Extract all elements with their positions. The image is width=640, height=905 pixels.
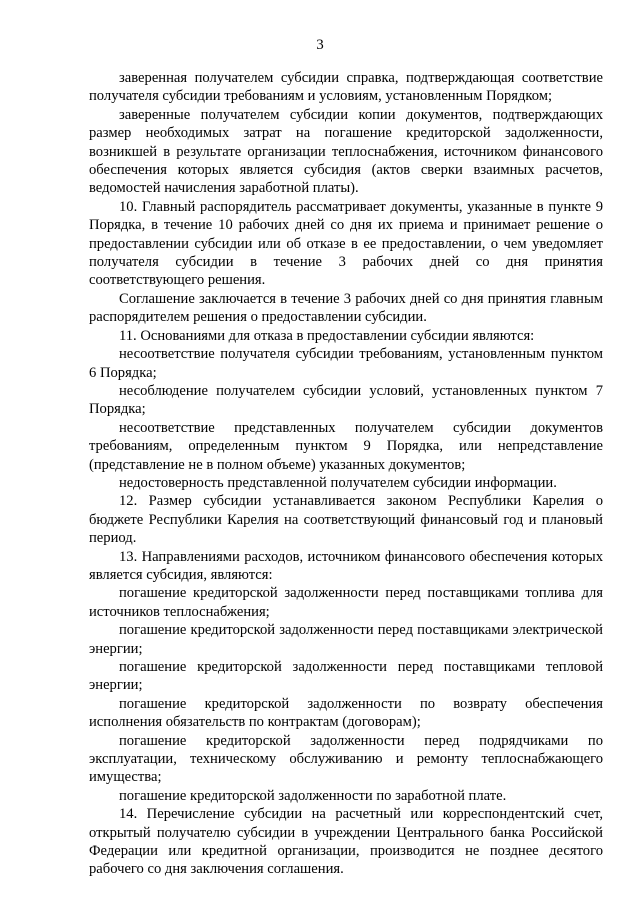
document-body — [89, 69, 603, 879]
paragraph-expense-electricity: погашение кредиторской задолженности перед поставщиками электрической энергии; — [89, 622, 603, 657]
paragraph-clause-13: 13. Направлениями расходов, источником финансового обеспечения которых является субсидия, являются: — [89, 548, 603, 583]
paragraph-clause-11: 11. Основаниями для отказа в предоставлении субсидии являются: — [119, 327, 535, 344]
paragraph-refusal-reason-4: недостоверность представленной получателем субсидии информации. — [119, 474, 557, 491]
paragraph-refusal-reason-3: несоответствие представленных получателем субсидии документов требованиям, определенным пунктом 9 Порядка, или непредставление (представление не в полном объеме) указанных документов; — [89, 419, 603, 473]
paragraph-refusal-reason-2: несоблюдение получателем субсидии условий, установленных пунктом 7 Порядка; — [89, 382, 603, 418]
paragraph-certificate: заверенная получателем субсидии справка, подтверждающая соответствие получателя субсидии требованиям и условиям, установленным Порядком; — [89, 70, 603, 105]
paragraph-clause-12: 12. Размер субсидии устанавливается законом Республики Карелия о бюджете Республики Карелия на соответствующий финансовый год и плановый период. — [89, 493, 603, 547]
paragraph-expense-contractors: погашение кредиторской задолженности перед подрядчиками по эксплуатации, техническому обслуживанию и ремонту теплоснабжающего имущества; — [89, 732, 603, 786]
paragraph-expense-fuel: погашение кредиторской задолженности перед поставщиками топлива для источников теплоснабжения; — [89, 585, 603, 620]
paragraph-agreement: Соглашение заключается в течение 3 рабочих дней со дня принятия главным распорядителем решения о предоставлении субсидии. — [89, 290, 603, 326]
paragraph-clause-10: 10. Главный распорядитель рассматривает документы, указанные в пункте 9 Порядка, в течение 10 рабочих дней со дня их приема и принимает решение о предоставлении субсидии или об отказе в ее предоставлении, о чем уведомляет получателя субсидии в течение 3 рабочих дней со дня принятия соответствующего решения. — [89, 198, 603, 289]
paragraph-clause-14: 14. Перечисление субсидии на расчетный или корреспондентский счет, открытый получателю субсидии в учреждении Центрального банка Российской Федерации или кредитной организации, производится не позднее десятого рабочего со дня заключения соглашения. — [89, 806, 603, 878]
paragraph-document-copies: заверенные получателем субсидии копии документов, подтверждающих размер необходимых затрат на погашение кредиторской задолженности, возникшей в результате организации теплоснабжения, источником финансового обеспечения которых является субсидия (актов сверки взаимных расчетов, ведомостей начисления заработной платы). — [89, 106, 603, 197]
page-number: 3 — [316, 37, 324, 53]
paragraph-expense-heat: погашение кредиторской задолженности перед поставщиками тепловой энергии; — [89, 659, 603, 694]
paragraph-expense-security: погашение кредиторской задолженности по возврату обеспечения исполнения обязательств по контрактам (договорам); — [89, 695, 603, 731]
paragraph-expense-salary: погашение кредиторской задолженности по заработной плате. — [119, 787, 507, 804]
paragraph-refusal-reason-1: несоответствие получателя субсидии требованиям, установленным пунктом 6 Порядка; — [89, 346, 603, 381]
